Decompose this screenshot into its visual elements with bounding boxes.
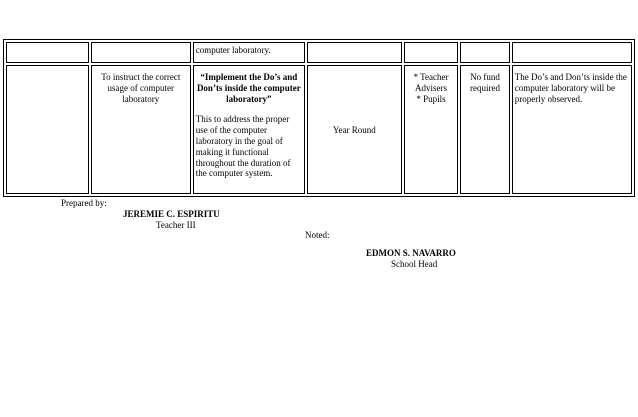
budget-cell: No fund required	[460, 65, 509, 194]
action-plan-table	[3, 39, 635, 197]
objective-cell: To instruct the correct usage of computer laboratory	[91, 65, 191, 194]
table-row	[6, 42, 632, 63]
table-cell	[460, 42, 509, 63]
activity-description: This to address the proper use of the computer laboratory in the goal of making it functional throughout the duration of the computer system.	[195, 114, 291, 179]
time-frame-cell: Year Round	[307, 65, 402, 194]
table-cell	[6, 65, 89, 194]
expected-outcome-cell: The Do’s and Don’ts inside the computer laboratory will be properly observed.	[512, 65, 632, 194]
table-cell	[404, 42, 459, 63]
table-cell	[512, 42, 632, 63]
table-cell	[307, 42, 402, 63]
persons-involved-cell	[404, 65, 459, 194]
prepared-by-label: Prepared by:	[61, 198, 107, 208]
prepared-by-title: Teacher III	[156, 220, 196, 230]
person-item: * Teacher	[413, 72, 449, 82]
person-item: Advisers	[415, 82, 448, 93]
table-cell-activity-continued: computer laboratory.	[193, 42, 305, 63]
table-cell	[91, 42, 191, 63]
noted-by-name: EDMON S. NAVARRO	[366, 248, 456, 258]
noted-label: Noted:	[305, 230, 330, 240]
noted-by-title: School Head	[391, 259, 438, 269]
table-row	[6, 65, 632, 194]
activity-cell	[193, 65, 305, 194]
prepared-by-name: JEREMIE C. ESPIRITU	[123, 209, 220, 219]
person-item: * Pupils	[416, 93, 446, 104]
table-cell	[6, 42, 89, 63]
activity-title: “Implement the Do’s and Don’ts inside the computer laboratory”	[196, 72, 301, 104]
